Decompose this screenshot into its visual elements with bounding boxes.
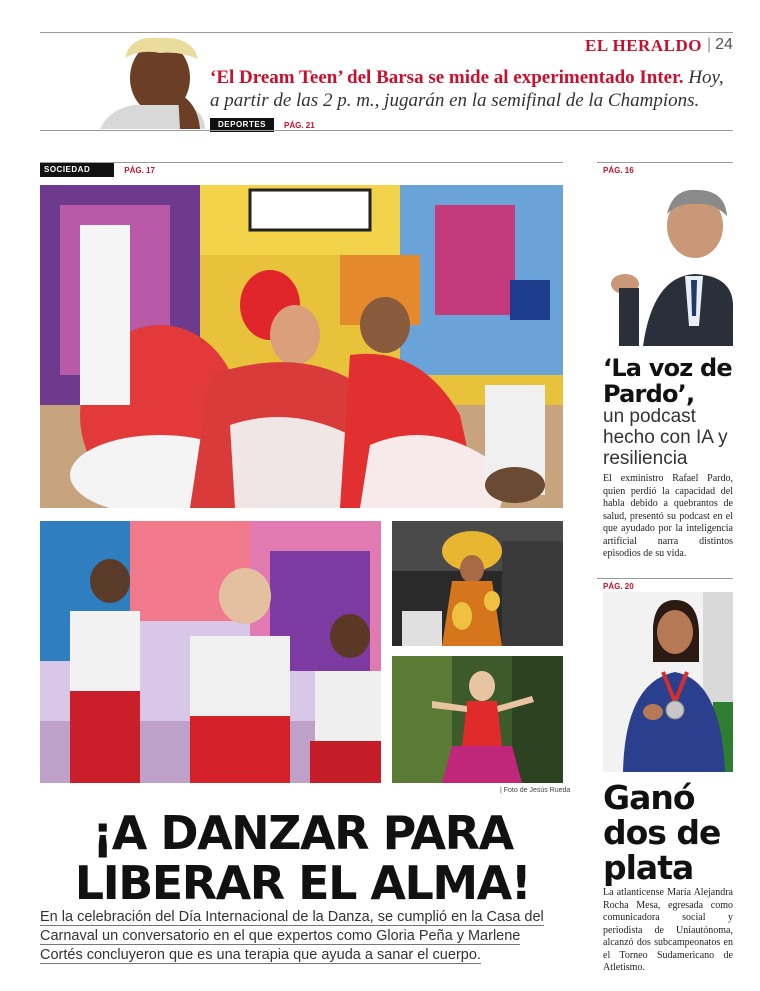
side2-top-rule	[597, 578, 733, 579]
main-section-tag	[40, 163, 155, 177]
side2-headline[interactable]: Ganó dos de plata	[603, 778, 721, 887]
side2-body: La atlanticense María Alejandra Rocha Mesa, egresada como comunicadora social y periodista de Uniautónoma, alcanzó dos subcampeonatos en el Torneo Sudamericano de Atletismo.	[603, 887, 733, 973]
teaser-bottom-rule	[40, 130, 733, 131]
side1-top-rule	[597, 162, 733, 163]
athlete-photo[interactable]	[603, 592, 733, 772]
main-headline[interactable]	[40, 808, 565, 908]
main-headline-line-1: ¡A DANZAR PARA	[92, 806, 513, 860]
children-dance-photo[interactable]	[40, 521, 381, 783]
teaser-headline-italic: Hoy, a partir de las 2 p. m., jugarán en la semifinal de la Champions.	[210, 67, 724, 111]
main-page-ref[interactable]: PÁG. 17	[124, 165, 155, 175]
photo-credit: | Foto de Jesús Rueda	[500, 787, 571, 794]
side2-page-ref[interactable]: PÁG. 20	[603, 582, 634, 591]
carnival-dancer-photo[interactable]	[392, 521, 563, 646]
side1-page-ref[interactable]: PÁG. 16	[603, 166, 634, 175]
page-number-value: 24	[715, 36, 733, 53]
teaser-page-ref[interactable]: PÁG. 21	[284, 120, 315, 130]
side1-subhead: un podcast hecho con IA y resiliencia	[603, 406, 728, 469]
teaser-photo[interactable]	[40, 33, 205, 129]
main-lede-text: En la celebración del Día Internacional de la Danza, se cumplió en la Casa del Carnaval un conversatorio en el que expertos como Gloria Peña y Marlene Cortés concluyeron que es una terapia que ayuda a sanar el cuerpo.	[40, 909, 544, 963]
side1-headline[interactable]: ‘La voz de Pardo’,	[603, 354, 732, 408]
page-number: | 24	[707, 36, 733, 53]
masthead-logo: EL HERALDO	[585, 36, 702, 55]
side1-body: El exministro Rafael Pardo, quien perdió la capacidad del habla debido a quebrantos de salud, presentó su podcast en el que ayudado por la inteligencia artificial narra distintos episodios de su vida.	[603, 473, 733, 559]
pardo-portrait-photo[interactable]	[603, 176, 733, 346]
teaser-section-label: DEPORTES	[210, 118, 274, 132]
dancer-in-red-photo[interactable]	[392, 656, 563, 783]
main-lede	[40, 908, 565, 965]
main-section-label: SOCIEDAD	[40, 163, 114, 177]
main-headline-line-2: LIBERAR EL ALMA!	[74, 856, 531, 910]
main-dance-photo[interactable]	[40, 185, 563, 508]
teaser-headline-strong: ‘El Dream Teen’ del Barsa se mide al experimentado Inter.	[210, 67, 684, 88]
teaser-headline[interactable]	[210, 66, 730, 112]
